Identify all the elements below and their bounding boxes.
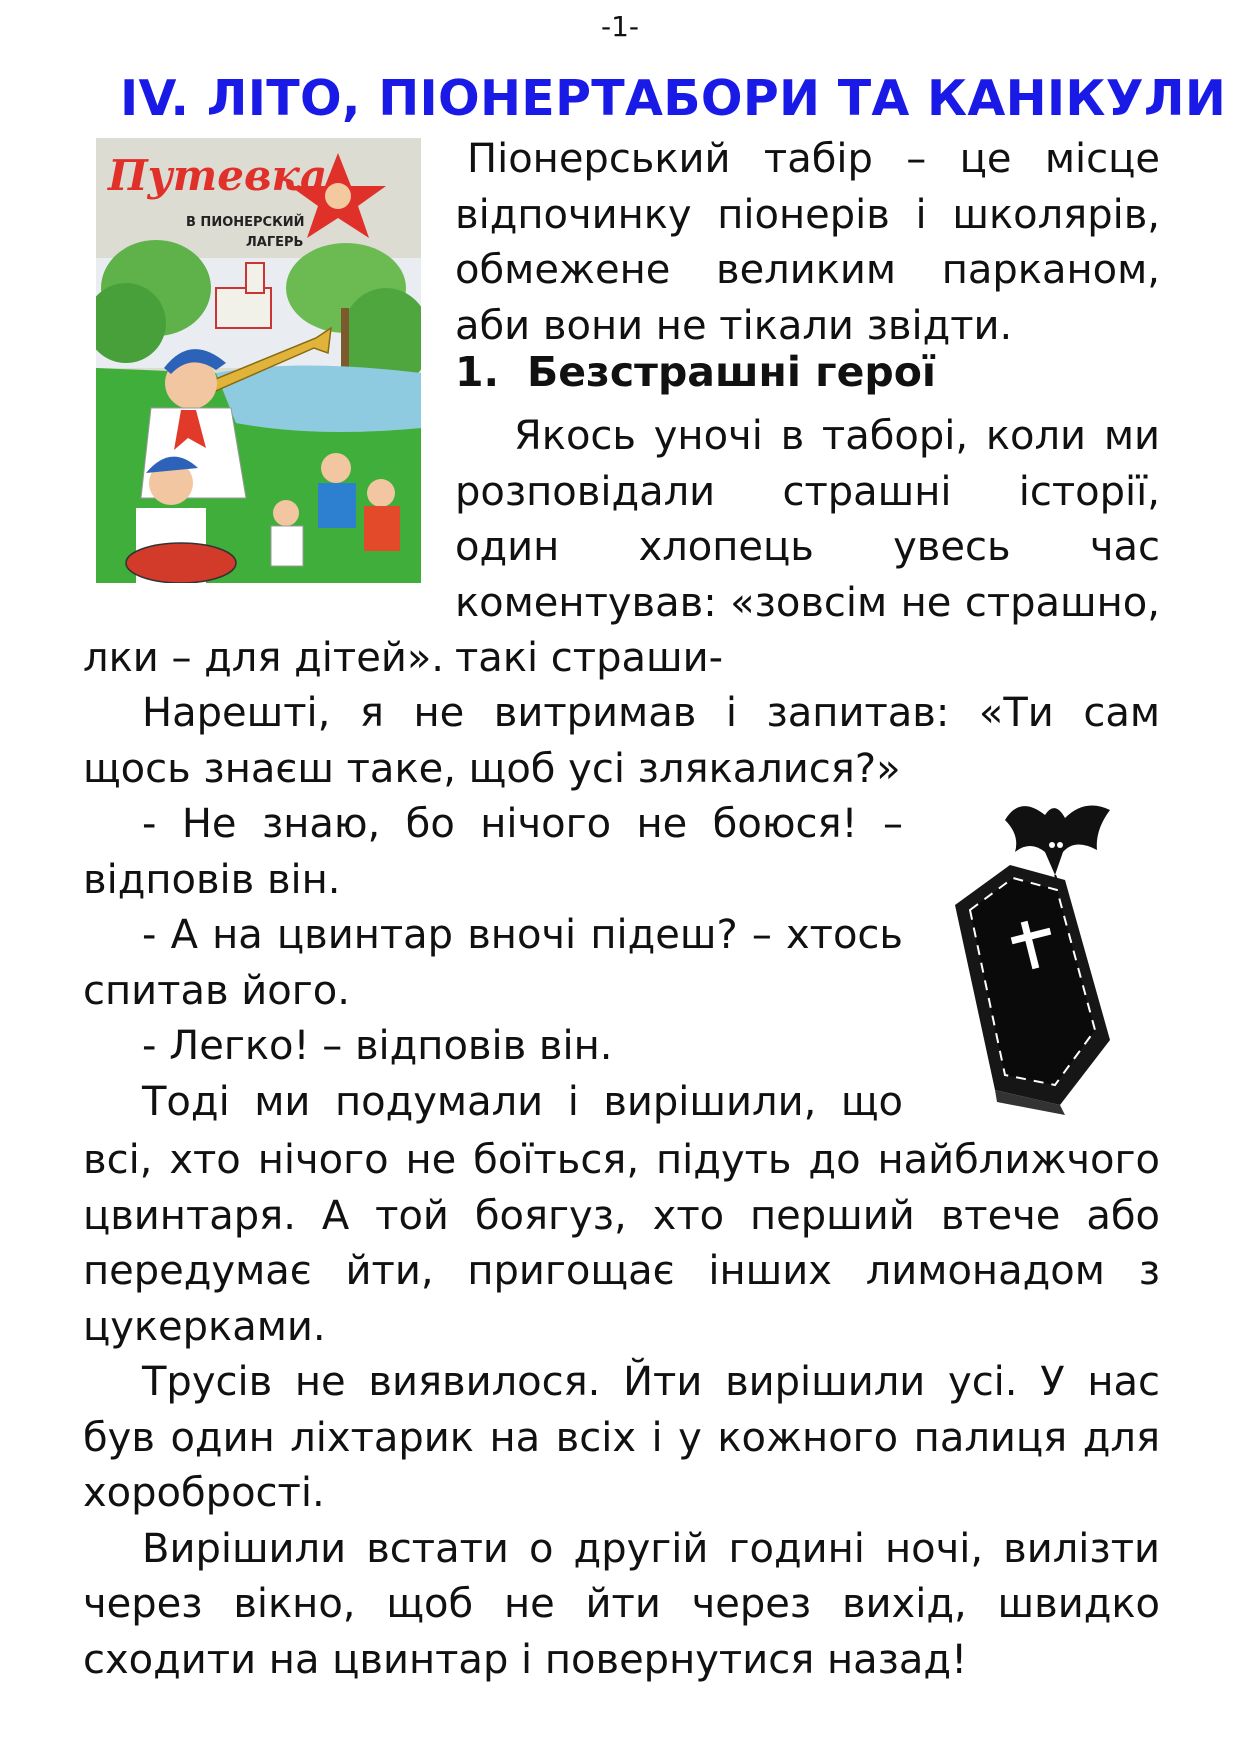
story-paragraph-8: Вирішили встати о другій годині ночі, вилізти через вікно, щоб не йти через вихід, швидко сходити на цвинтар і повернутися назад! [83,1525,1160,1683]
story-paragraph-7: Трусів не виявилося. Йти вирішили усі. У нас був один ліхтарик на всіх і у кожного палиця для хоробрості. [83,1359,1160,1516]
cover-caption-line1: В ПИОНЕРСКИЙ [186,215,305,230]
page-number: -1- [600,10,640,43]
coffin-with-bat-illustration [935,790,1150,1125]
story-paragraph-6-part-1: Тоді ми подумали і вирішили, що [142,1078,903,1125]
story-paragraph-5: - Легко! – відповів він. [142,1023,613,1069]
story-paragraph-1-part-1: Якось уночі в таборі, коли ми розповідали страшні історії, один хлопець увесь час коментував: «зовсім не страшно, такі страши- [455,413,1160,681]
story-paragraph-4: - А на цвинтар вночі підеш? – хтось спитав його. [83,912,903,1014]
chapter-title: IV. ЛІТО, ПІОНЕРТАБОРИ ТА КАНІКУЛИ [120,70,1227,127]
cover-caption-line2: ЛАГЕРЬ [246,235,304,250]
section-number: 1. [455,348,500,396]
story-bottom-section [83,1133,1160,1688]
pioneer-camp-voucher-cover-image [96,138,421,583]
story-paragraph-2: Нарешті, я не витримав і запитав: «Ти сам щось знаєш таке, щоб усі злякалися?» [83,690,1160,792]
section-title: Безстрашні герої [527,348,936,396]
cover-script-title: Путевка [108,151,328,200]
text-beside-coffin [83,686,1160,1130]
section-heading [455,348,1160,396]
story-paragraph-1-part-2: лки – для дітей». [83,635,445,681]
intro-paragraph: Піонерський табір – це місце відпочинку піонерів і школярів, обмежене великим парканом, аби вони не тікали звідти. [455,136,1160,349]
story-paragraph-6-part-2: всі, хто нічого не боїться, підуть до найближчого цвинтаря. А той боягуз, хто перший втече або передумає йти, пригощає інших лимонадом з цукерками. [83,1137,1160,1350]
story-paragraph-3: - Не знаю, бо нічого не боюся! – відповів він. [83,801,903,903]
